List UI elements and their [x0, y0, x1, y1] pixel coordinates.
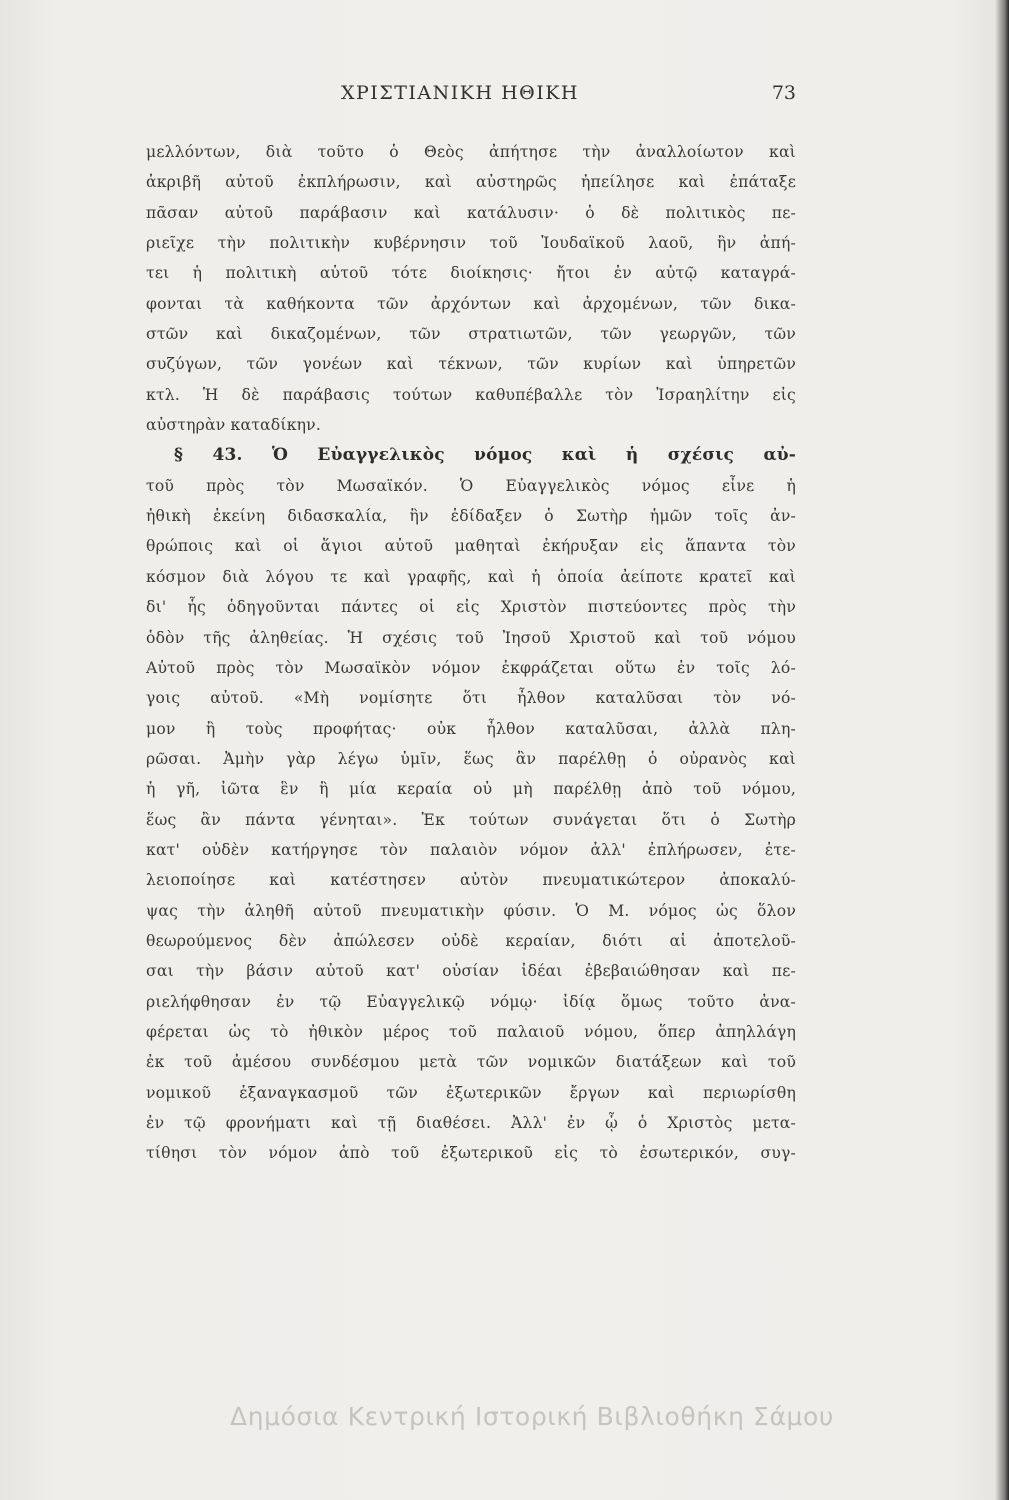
text-line: μελλόντων, διὰ τοῦτο ὁ Θεὸς ἀπήτησε τὴν ἀναλλοίωτον καὶ	[146, 143, 796, 161]
text-line: ἠθικὴ ἐκείνη διδασκαλία, ἣν ἐδίδαξεν ὁ Σωτὴρ ἡμῶν τοῖς ἀν-	[146, 507, 796, 526]
text-line: ἡ γῆ, ἰῶτα ἓν ἢ μία κεραία οὐ μὴ παρέλθῃ ἀπὸ τοῦ νόμου,	[146, 780, 796, 799]
text-line: φέρεται ὡς τὸ ἠθικὸν μέρος τοῦ παλαιοῦ νόμου, ὅπερ ἀπηλλάγη	[146, 1022, 796, 1041]
page-edge-shadow	[995, 0, 1009, 1500]
text-line: ἐκ τοῦ ἀμέσου συνδέσμου μετὰ τῶν νομικῶν διατάξεων καὶ τοῦ	[146, 1053, 796, 1072]
text-line: ψας τὴν ἀληθῆ αὐτοῦ πνευματικὴν φύσιν. Ὁ Μ. νόμος ὡς ὅλον	[146, 901, 796, 920]
text-line: Αὐτοῦ πρὸς τὸν Μωσαϊκὸν νόμον ἐκφράζεται οὕτω ἐν τοῖς λό-	[146, 658, 796, 677]
text-line: συζύγων, τῶν γονέων καὶ τέκνων, τῶν κυρίων καὶ ὑπηρετῶν	[146, 355, 796, 374]
text-line: ριεῖχε τὴν πολιτικὴν κυβέρνησιν τοῦ Ἰουδαϊκοῦ λαοῦ, ἣν ἀπή-	[146, 234, 796, 253]
text-line: ριελήφθησαν ἐν τῷ Εὐαγγελικῷ νόμῳ· ἰδίᾳ ὅμως τοῦτο ἀνα-	[146, 992, 796, 1011]
body-text	[146, 137, 796, 1169]
text-line: μον ἢ τοὺς προφήτας· οὐκ ἦλθον καταλῦσαι, ἀλλὰ πλη-	[146, 719, 796, 738]
library-watermark: Δημόσια Κεντρική Ιστορική Βιβλιοθήκη Σάμου	[230, 1402, 834, 1431]
running-title: ΧΡΙΣΤΙΑΝΙΚΗ ΗΘΙΚΗ	[341, 82, 579, 104]
text-line: κατ' οὐδὲν κατήργησε τὸν παλαιὸν νόμον ἀλλ' ἐπλήρωσεν, ἐτε-	[146, 840, 796, 859]
text-line: ἀκριβῆ αὐτοῦ ἐκπλήρωσιν, καὶ αὐστηρῶς ἠπείλησε καὶ ἐπάταξε	[146, 173, 796, 192]
text-line: φονται τὰ καθήκοντα τῶν ἀρχόντων καὶ ἀρχομένων, τῶν δικα-	[146, 294, 796, 313]
text-line: γοις αὐτοῦ. «Μὴ νομίσητε ὅτι ἦλθον καταλῦσαι τὸν νό-	[146, 689, 796, 708]
text-line: λειοποίησε καὶ κατέστησεν αὐτὸν πνευματικώτερον ἀποκαλύ-	[146, 871, 796, 890]
text-line: αὐστηρὰν καταδίκην.	[146, 416, 322, 435]
page-number: 73	[771, 82, 796, 104]
text-line: τει ἡ πολιτικὴ αὐτοῦ τότε διοίκησις· ἤτοι ἐν αὐτῷ καταγρά-	[146, 264, 796, 283]
text-line: ἐν τῷ φρονήματι καὶ τῇ διαθέσει. Ἀλλ' ἐν ᾧ ὁ Χριστὸς μετα-	[146, 1114, 796, 1132]
text-line: δι' ἧς ὁδηγοῦνται πάντες οἱ εἰς Χριστὸν πιστεύοντες πρὸς τὴν	[146, 598, 796, 617]
text-line: νομικοῦ ἐξαναγκασμοῦ τῶν ἐξωτερικῶν ἔργων καὶ περιωρίσθη	[146, 1083, 796, 1102]
text-line: στῶν καὶ δικαζομένων, τῶν στρατιωτῶν, τῶν γεωργῶν, τῶν	[146, 325, 796, 344]
text-line: ἕως ἂν πάντα γένηται». Ἐκ τούτων συνάγεται ὅτι ὁ Σωτὴρ	[146, 810, 796, 829]
text-line: πᾶσαν αὐτοῦ παράβασιν καὶ κατάλυσιν· ὁ δὲ πολιτικὸς πε-	[146, 203, 796, 222]
section-heading: § 43. Ὁ Εὐαγγελικὸς νόμος καὶ ἡ σχέσις αὐ-	[174, 445, 796, 466]
text-line: σαι τὴν βάσιν αὐτοῦ κατ' οὐσίαν ἰδέαι ἐβεβαιώθησαν καὶ πε-	[146, 962, 796, 981]
text-line: ρῶσαι. Ἀμὴν γὰρ λέγω ὑμῖν, ἕως ἂν παρέλθῃ ὁ οὐρανὸς καὶ	[146, 749, 796, 768]
page-header	[146, 82, 796, 112]
text-line: κτλ. Ἡ δὲ παράβασις τούτων καθυπέβαλλε τὸν Ἰσραηλίτην εἰς	[146, 385, 796, 404]
text-line: θρώποις καὶ οἱ ἅγιοι αὐτοῦ μαθηταὶ ἐκήρυξαν εἰς ἅπαντα τὸν	[146, 537, 796, 556]
text-line: τίθησι τὸν νόμον ἀπὸ τοῦ ἐξωτερικοῦ εἰς τὸ ἐσωτερικόν, συγ-	[146, 1144, 796, 1163]
text-line: κόσμον διὰ λόγου τε καὶ γραφῆς, καὶ ἡ ὁποία ἀείποτε κρατεῖ καὶ	[146, 567, 796, 586]
text-line: τοῦ πρὸς τὸν Μωσαϊκόν. Ὁ Εὐαγγελικὸς νόμος εἶνε ἡ	[146, 476, 796, 495]
text-line: θεωρούμενος δὲν ἀπώλεσεν οὐδὲ κεραίαν, διότι αἱ ἀποτελοῦ-	[146, 931, 796, 950]
text-line: ὁδὸν τῆς ἀληθείας. Ἡ σχέσις τοῦ Ἰησοῦ Χριστοῦ καὶ τοῦ νόμου	[146, 628, 796, 647]
